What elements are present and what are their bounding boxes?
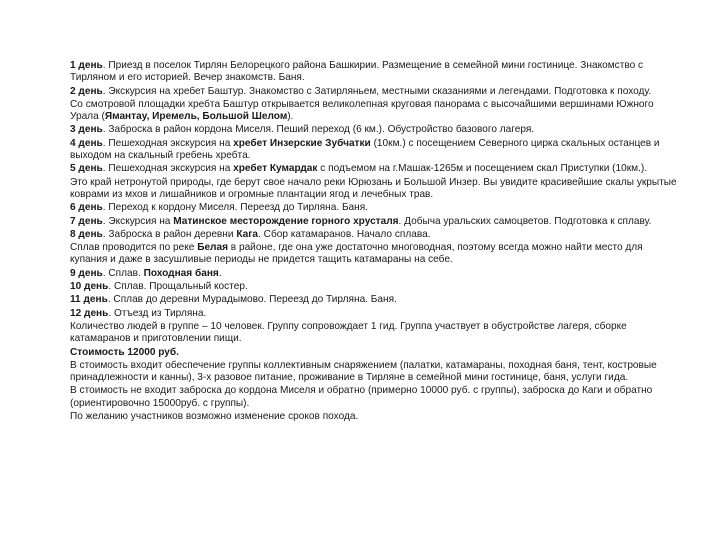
- text-run: .: [218, 267, 222, 279]
- text-run: . Приезд в поселок Тирлян Белорецкого района Башкирии. Размещение в семейной мини гостинице. Знакомство с Тирляном и его историей. Вечер знакомств. Баня.: [70, 60, 644, 84]
- text-run: . Экскурсия на хребет Баштур. Знакомство с Затирляньем, местными сказаниями и легендами. Подготовка к походу.: [102, 85, 652, 97]
- bold-text: 1 день: [70, 60, 103, 71]
- bold-text: 2 день: [70, 85, 103, 97]
- bold-text: Кага: [236, 228, 259, 240]
- text-run: По желанию участников возможно изменение сроков похода.: [70, 411, 359, 423]
- text-run: . Заброска в район кордона Миселя. Пеший переход (6 км.). Обустройство базового лагеря.: [102, 124, 535, 136]
- text-run: . Заброска в район деревни: [102, 228, 237, 240]
- paragraph: [70, 411, 682, 423]
- bold-text: Белая: [197, 242, 228, 254]
- text-run: . Переход к кордону Миселя. Переезд до Тирляна. Баня.: [102, 202, 369, 214]
- text-run: . Сплав до деревни Мурадымово. Переезд до Тирляна. Баня.: [107, 294, 397, 306]
- paragraph: [70, 99, 682, 124]
- paragraph: [70, 268, 682, 280]
- bold-text: Ямантау, Иремель, Большой Шелом: [104, 111, 288, 123]
- paragraph: [70, 138, 682, 163]
- bold-text: Походная баня: [143, 267, 219, 279]
- text-run: . Экскурсия на: [102, 215, 174, 227]
- text-run: Количество людей в группе – 10 человек. Группу сопровождает 1 гид. Группа участвует в обустройстве лагеря, сборке катамаранов и приготовлении пищи.: [70, 320, 627, 345]
- text-run: в районе, где она уже достаточно многоводная, поэтому всегда можно найти место для купания и даже в засушливые периоды не придется тащить катамараны на себе.: [70, 242, 643, 266]
- bold-text: Матинское месторождение горного хрусталя: [173, 215, 399, 227]
- bold-text: 12 день: [70, 307, 109, 319]
- paragraph: [70, 202, 682, 214]
- paragraph: [70, 163, 682, 175]
- paragraph: [70, 308, 682, 320]
- bold-text: хребет Инзерские Зубчатки: [233, 137, 371, 149]
- paragraph: [70, 385, 682, 410]
- paragraph: [70, 294, 682, 306]
- paragraph: [70, 124, 682, 136]
- bold-text: 4 день: [70, 137, 103, 149]
- paragraph: [70, 321, 682, 346]
- bold-text: 3 день: [70, 124, 103, 136]
- bold-text: 11 день: [70, 294, 108, 306]
- text-run: . Сплав. Прощальный костер.: [108, 281, 248, 293]
- text-run: В стоимость не входит заброска до кордона Миселя и обратно (примерно 10000 руб. с группы), заброска до Каги и обратно (ориентировочно 15000руб. с группы).: [70, 385, 653, 409]
- paragraph: [70, 216, 682, 228]
- text-run: . Отъезд из Тирляна.: [108, 307, 207, 319]
- paragraph: [70, 86, 682, 98]
- text-run: Со смотровой площадки хребта Баштур открывается великолепная круговая панорама с высочайшими вершинами Южного Урала (: [70, 98, 654, 123]
- text-run: с подъемом на г.Машак-1265м и посещением скал Приступки (10км.).: [317, 163, 648, 175]
- text-run: Это край нетронутой природы, где берут свое начало реки Юрюзань и Большой Инзер. Вы увидите красивейшие скалы укрытые коврами из мхов и лишайников и огромные плантации ягод и лечебных трав.: [70, 176, 677, 200]
- text-run: . Добыча уральских самоцветов. Подготовка к сплаву.: [398, 215, 652, 227]
- bold-text: 8 день: [70, 228, 103, 240]
- bold-text: 10 день: [70, 281, 109, 293]
- bold-text: Стоимость 12000 руб.: [70, 346, 179, 358]
- paragraph: [70, 347, 682, 359]
- bold-text: хребет Кумардак: [233, 163, 318, 175]
- bold-text: 5 день: [70, 163, 103, 175]
- text-run: . Пешеходная экскурсия на: [102, 137, 234, 149]
- bold-text: 6 день: [70, 202, 103, 214]
- text-run: Сплав проводится по реке: [70, 242, 198, 254]
- text-run: . Пешеходная экскурсия на: [102, 163, 234, 175]
- bold-text: 9 день: [70, 267, 103, 279]
- text-run: . Сбор катамаранов. Начало сплава.: [258, 228, 431, 240]
- bold-text: 7 день: [70, 215, 103, 227]
- paragraph: [70, 229, 682, 241]
- text-run: (10км.) с посещением Северного цирка скальных останцев и выходом на скальный гребень хребта.: [70, 137, 660, 162]
- paragraph: [70, 281, 682, 293]
- document-body: [70, 60, 682, 424]
- paragraph: [70, 360, 682, 385]
- text-run: В стоимость входит обеспечение группы коллективным снаряжением (палатки, катамараны, походная баня, тент, костровые принадлежности и канны), 3-х разовое питание, проживание в Тирляне в семейной мини гостинице, баня, услуги гида.: [70, 359, 657, 384]
- paragraph: [70, 60, 682, 85]
- paragraph: [70, 242, 682, 267]
- text-run: ).: [287, 111, 294, 123]
- text-run: . Сплав.: [102, 267, 144, 279]
- paragraph: [70, 177, 682, 202]
